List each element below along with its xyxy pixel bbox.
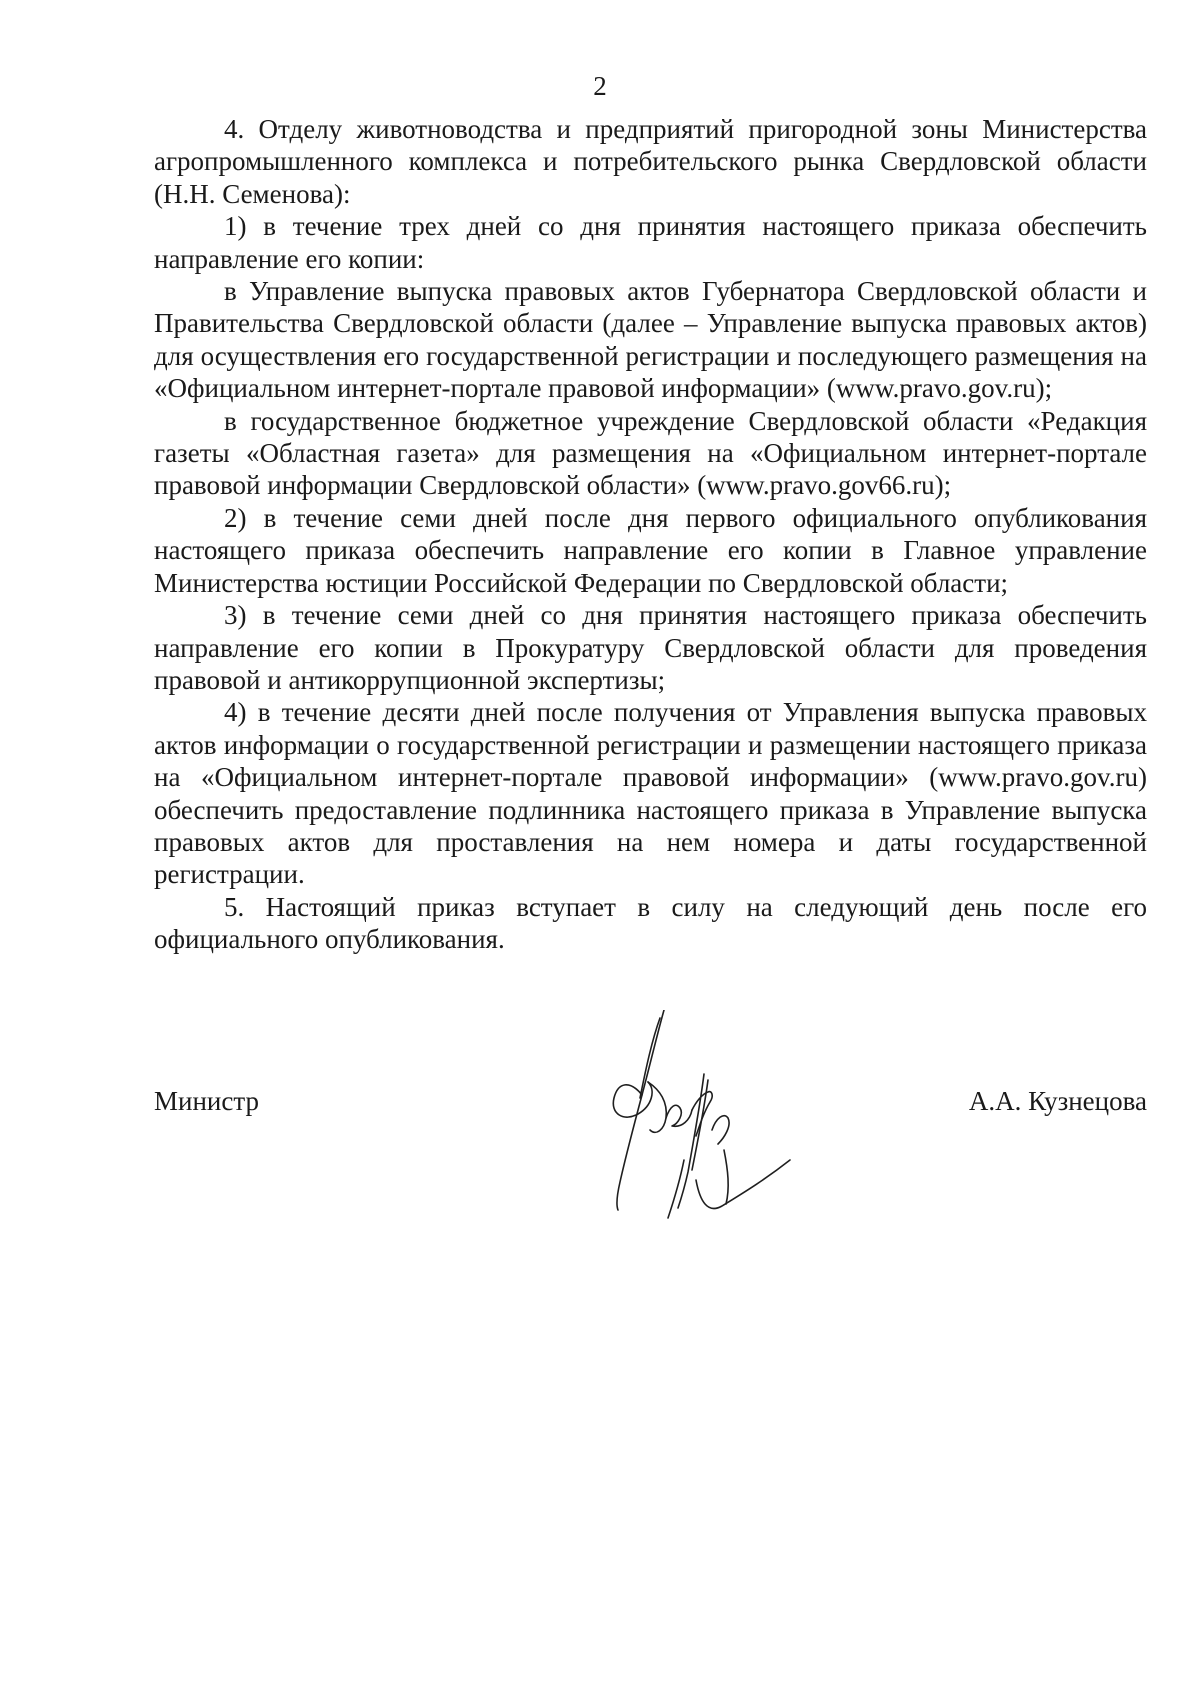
paragraph-subitem-1: 1) в течение трех дней со дня принятия настоящего приказа обеспечить направление его копии: — [154, 211, 1147, 274]
paragraph-item-4: 4. Отделу животноводства и предприятий пригородной зоны Министерства агропромышленного комплекса и потребительского рынка Свердловской области (Н.Н. Семенова): — [154, 114, 1147, 209]
paragraph-subitem-3: 3) в течение семи дней со дня принятия настоящего приказа обеспечить направление его копии в Прокуратуру Свердловской области для проведения правовой и антикоррупционной экспертизы; — [154, 600, 1147, 695]
page-number: 2 — [593, 71, 607, 101]
paragraph-subitem-4: 4) в течение десяти дней после получения от Управления выпуска правовых актов информации о государственной регистрации и размещении настоящего приказа на «Официальном интернет-портале правовой информации» (www.pravo.gov.ru) обеспечить предоставление подлинника настоящего приказа в Управление выпуска правовых актов для проставления на нем номера и даты государственной регистрации. — [154, 697, 1147, 890]
document-body — [154, 113, 1147, 956]
signer-name: А.А. Кузнецова — [968, 1086, 1147, 1116]
paragraph-item-5: 5. Настоящий приказ вступает в силу на следующий день после его официального опубликования. — [154, 891, 1147, 955]
paragraph-subitem-2: 2) в течение семи дней после дня первого официального опубликования настоящего приказа обеспечить направление его копии в Главное управление Министерства юстиции Российской Федерации по Свердловской области; — [154, 502, 1147, 598]
signer-title: Министр — [154, 1086, 259, 1116]
paragraph-recipient-legal-acts-office: в Управление выпуска правовых актов Губернатора Свердловской области и Правительства Свердловской области (далее – Управление выпуска правовых актов) для осуществления его государственной регистрации и последующего размещения на «Официальном интернет-портале правовой информации» (www.pravo.gov.ru); — [154, 276, 1147, 404]
paragraph-recipient-newspaper: в государственное бюджетное учреждение Свердловской области «Редакция газеты «Областная газета» для размещения на «Официальном интернет-портале правовой информации Свердловской области» (www.pravo.gov66.ru); — [154, 405, 1147, 501]
handwritten-signature — [612, 1010, 802, 1230]
